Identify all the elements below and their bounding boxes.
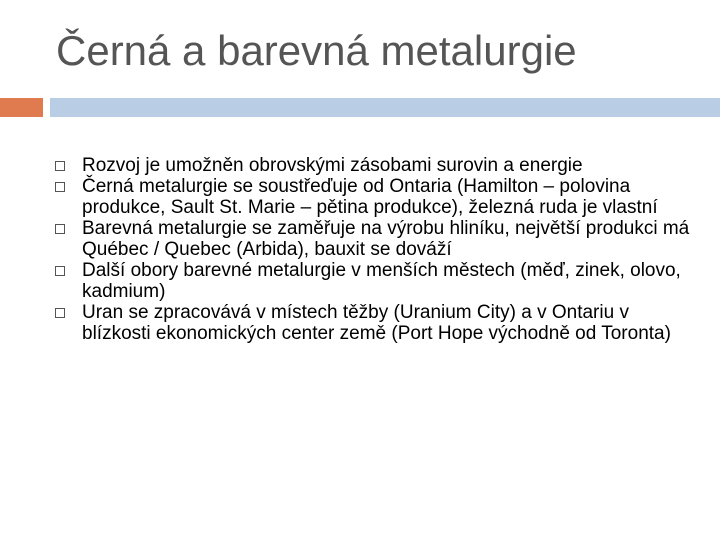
square-bullet-icon [55,182,65,192]
accent-bar-blue [50,98,720,117]
bullet-text: Barevná metalurgie se zaměřuje na výrobu hliníku, největší produkci má Québec / Quebec (Arbida), bauxit se dováží [82,218,690,260]
square-bullet-icon [55,161,65,171]
bullet-text: Černá metalurgie se soustřeďuje od Ontaria (Hamilton – polovina produkce, Sault St. Marie – pětina produkce), železná ruda je vlastní [82,176,658,218]
bullet-text: Další obory barevné metalurgie v menších městech (měď, zinek, olovo, kadmium) [82,260,681,302]
bullet-text: Rozvoj je umožněn obrovskými zásobami surovin a energie [82,155,583,176]
bullet-list [52,155,702,344]
bullet-text: Uran se zpracovává v místech těžby (Uranium City) a v Ontariu v blízkosti ekonomických center země (Port Hope východně od Toronta) [82,302,671,344]
bullet-item [52,155,702,176]
bullet-item [52,302,702,344]
square-bullet-icon [55,308,65,318]
accent-bar-orange [0,98,43,117]
square-bullet-icon [55,224,65,234]
bullet-item [52,260,702,302]
bullet-item [52,218,702,260]
slide-title: Černá a barevná metalurgie [56,27,577,74]
square-bullet-icon [55,266,65,276]
bullet-item [52,176,702,218]
